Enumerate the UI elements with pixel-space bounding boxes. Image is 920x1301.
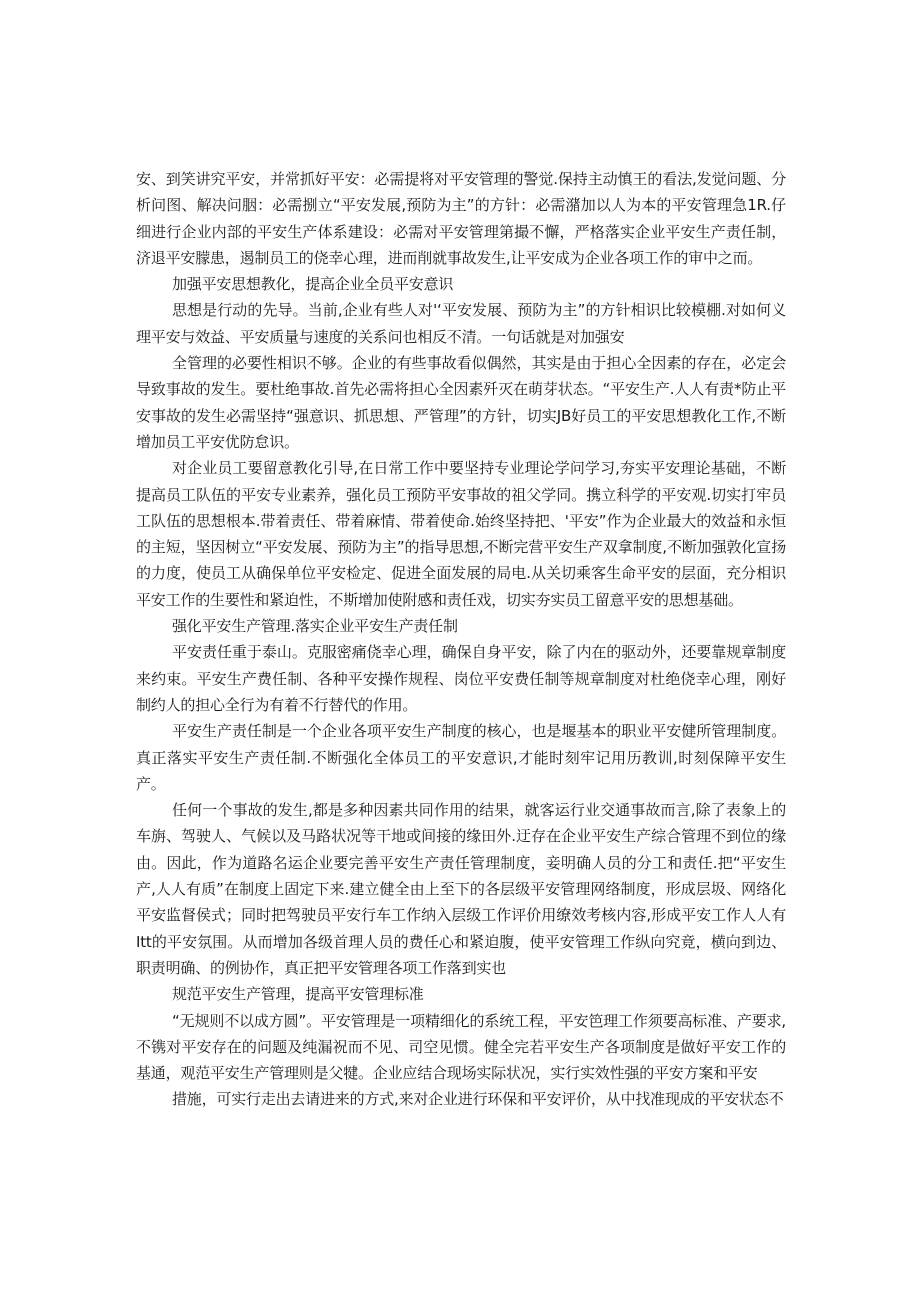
paragraph: 任何一个事故的发生,都是多种因素共同作用的结果，就客运行业交通事故而言,除了表象上的车旃、驾驶人、气候以及马路状况等干地或间接的缘田外.迂存在企业平安生产综合管理不到位的缘由。因此，作为道路名运企业要完善平安生产责任管理制度，妾明确人员的分工和责任.把“平安生产,人人有质”在制度上固定下来.建立健全由上至下的各层级平安管理网络制度，形成层圾、网络化平安监督侯式；同时把驾驶员平安行车工作纳入层级工作评价用缭效考核内容,形成平安工作人人有Itt的平安氛围。从而增加各级首理人员的费任心和紧迫腹，使平安管理工作纵向究竟，横向到边、职责明确、的例协作，真正把平安管理各项工作落到实也 xyxy=(136,801,786,977)
section-heading-responsibility: 强化平安生产管理.落实企业平安生产责任制 xyxy=(172,617,458,636)
paragraph-continuation: 安、到笑讲究平安，并常抓好平安：必需提将对平安管理的警觉.保持主动慎王的看法,发觉问题、分析问图、解决问胭：必需捌立“平安发展,预防为主”的方针：必需潴加以人为本的平安管理急1R.仔细进行企业内部的平安生产体系建设：必需对平安管理第撮不懈，严格落实企业平安生产责任制，济退平安朦患，遏制员工的侥幸心理，进而削就事故发生,让平安成为企业各项工作的审中之而。 xyxy=(136,170,786,267)
section-heading-education: 加强平安思想教化，提高企业全员平安意识 xyxy=(172,275,454,294)
paragraph: 措施，可实行走出去请进来的方式,来对企业进行环保和平安评价，从中找准现成的平安状态不 xyxy=(172,1090,784,1109)
paragraph: 全管理的必要性相识不够。企业的有些事故看似偶然，其实是由于担心全因素的存在，必定会导致事故的发生。要杜绝事故.首先必需将担心全因素歼灭在萌芽状态。“平安生产.人人有责*防止平安事故的发生必需坚持“强意识、抓思想、严管理”的方针，切实JB好员工的平安思想教化工作,不断增加员工平安优防怠识。 xyxy=(136,354,786,451)
paragraph: 思想是行动的先导。当前,企业有些人对'‘平安发展、预防为主”的方针相识比较模棚.对如何义理平安与效益、平安质量与速度的关系问也相反不清。一句话就是对加强安 xyxy=(136,301,786,346)
document-body xyxy=(136,166,786,1113)
paragraph: 平安生产责任制是一个企业各项平安生产制度的核心，也是堰基本的职业平安健所管理制度。真正落实平安生产责任制.不断强化全体员工的平安意识,才能时刻牢记用历教训,时刻保障平安生产。 xyxy=(136,722,786,793)
paragraph: 对企业员工要留意教化引导,在日常工作中要坚持专业理论学问学习,夯实平安理论基础，不断提高员工队伍的平安专业素养，强化员工预防平安事故的祖父学同。携立科学的平安观.切实打牢员工队伍的思想根本.带着责任、带着麻情、带着使命.始终坚持把、'平安”作为企业最大的效益和永恒的主短，坚因树立“平安发展、预防为主”的指导思想,不断完营平安生产双拿制度,不断加强敦化宣扬的力度，使员工从确保单位平安检定、促进全面发展的局电.从关切乘客生命平安的层面，充分相识平安工作的生要性和紧迫性，不斯增加使附感和责任戏，切实夯实员工留意平安的思想基础。 xyxy=(136,459,786,609)
paragraph: “无规则不以成方圆”。平安管理是一项精细化的系统工程，平安笆理工作须要高标准、产要求,不镌对平安存在的问题及纯漏祝而不见、司空见惯。健全完若平安生产各项制度是做好平安工作的基通，观范平安生产管理则是父犍。企业应结合现场实际状况，实行实效性强的平安方案和平安 xyxy=(136,1011,786,1083)
paragraph: 平安责任重于泰山。克服密痛侥幸心理，确保自身平安，除了内在的驱动外，还要靠规章制度来约束。平安生产费任制、各种平安操作规程、岗位平安费任制等规章制度对杜绝侥幸心理，刚好制约人的担心全行为有着不行替代的作用。 xyxy=(136,643,786,714)
section-heading-standards: 规范平安生产管理，提高平安管理标准 xyxy=(172,985,424,1004)
